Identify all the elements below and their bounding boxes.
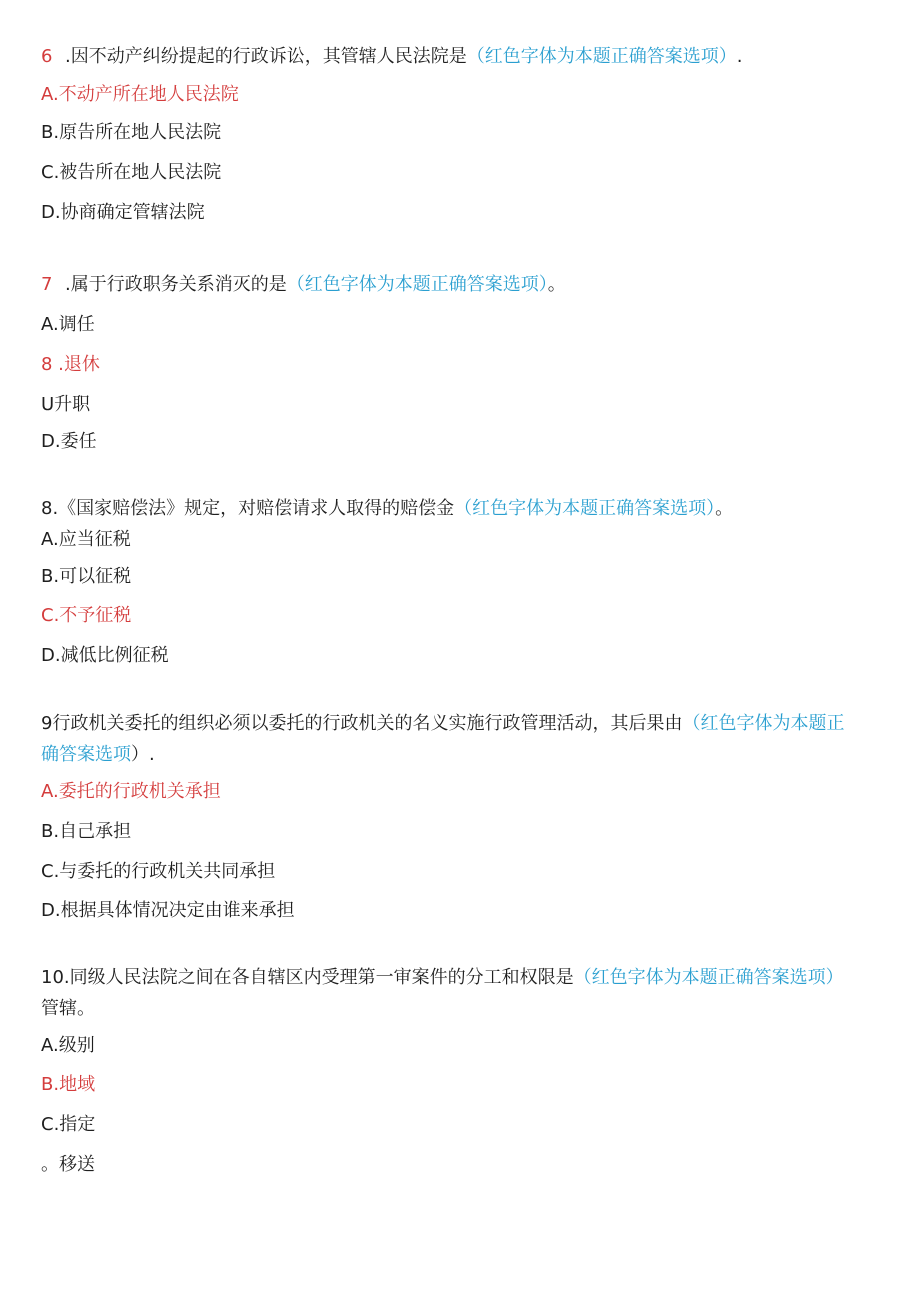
option-b: B.原告所在地人民法院 [41, 122, 222, 143]
question-9-stem-line1 [41, 712, 844, 736]
option-a: A.委托的行政机关承担 [41, 781, 221, 802]
option-b: B.可以征税 [41, 566, 132, 587]
option-d: D.委任 [41, 431, 97, 452]
question-7-stem [41, 273, 566, 297]
question-tail: ）. [131, 744, 155, 765]
option-b: B.自己承担 [41, 821, 132, 842]
option-b: 8 .退休 [41, 354, 100, 375]
option-a: A.调任 [41, 314, 95, 335]
question-9-stem-line2 [41, 743, 155, 767]
question-10-stem-line1 [41, 966, 844, 990]
option-c: C.被告所在地人民法院 [41, 162, 222, 183]
option-a: A.不动产所在地人民法院 [41, 84, 239, 105]
answer-hint: 确答案选项 [41, 744, 131, 765]
option-d: D.根据具体情况决定由谁来承担 [41, 900, 295, 921]
option-d: 。移送 [41, 1154, 95, 1175]
question-number: 7 [41, 274, 53, 295]
question-tail: 。 [547, 274, 566, 295]
answer-hint: （红色字体为本题正确答案选项） [466, 46, 737, 67]
question-tail: 。 [715, 498, 734, 519]
question-text: 9行政机关委托的组织必须以委托的行政机关的名义实施行政管理活动，其后果由 [41, 713, 683, 734]
option-a: A.应当征税 [41, 529, 131, 550]
answer-hint: （红色字体为本题正确答案选项） [286, 274, 548, 295]
option-c: C.指定 [41, 1114, 96, 1135]
option-c: C.不予征税 [41, 605, 132, 626]
question-tail: . [736, 46, 743, 67]
question-6-stem [41, 45, 742, 69]
option-b: B.地域 [41, 1074, 96, 1095]
option-c: U升职 [41, 394, 91, 415]
option-d: D.协商确定管辖法院 [41, 202, 205, 223]
answer-hint: （红色字体为本题正 [682, 713, 845, 734]
answer-hint: （红色字体为本题正确答案选项） [573, 967, 844, 988]
question-10-stem-line2: 管辖。 [41, 998, 95, 1019]
question-text: 8.《国家赔偿法》规定，对赔偿请求人取得的赔偿金 [41, 498, 455, 519]
question-number: 6 [41, 46, 53, 67]
question-text: 10.同级人民法院之间在各自辖区内受理第一审案件的分工和权限是 [41, 967, 574, 988]
question-8-stem [41, 497, 733, 521]
answer-hint: （红色字体为本题正确答案选项） [454, 498, 716, 519]
question-text: .因不动产纠纷提起的行政诉讼，其管辖人民法院是 [65, 46, 467, 67]
option-a: A.级别 [41, 1035, 95, 1056]
question-text: .属于行政职务关系消灭的是 [65, 274, 287, 295]
option-d: D.减低比例征税 [41, 645, 169, 666]
option-c: C.与委托的行政机关共同承担 [41, 861, 276, 882]
